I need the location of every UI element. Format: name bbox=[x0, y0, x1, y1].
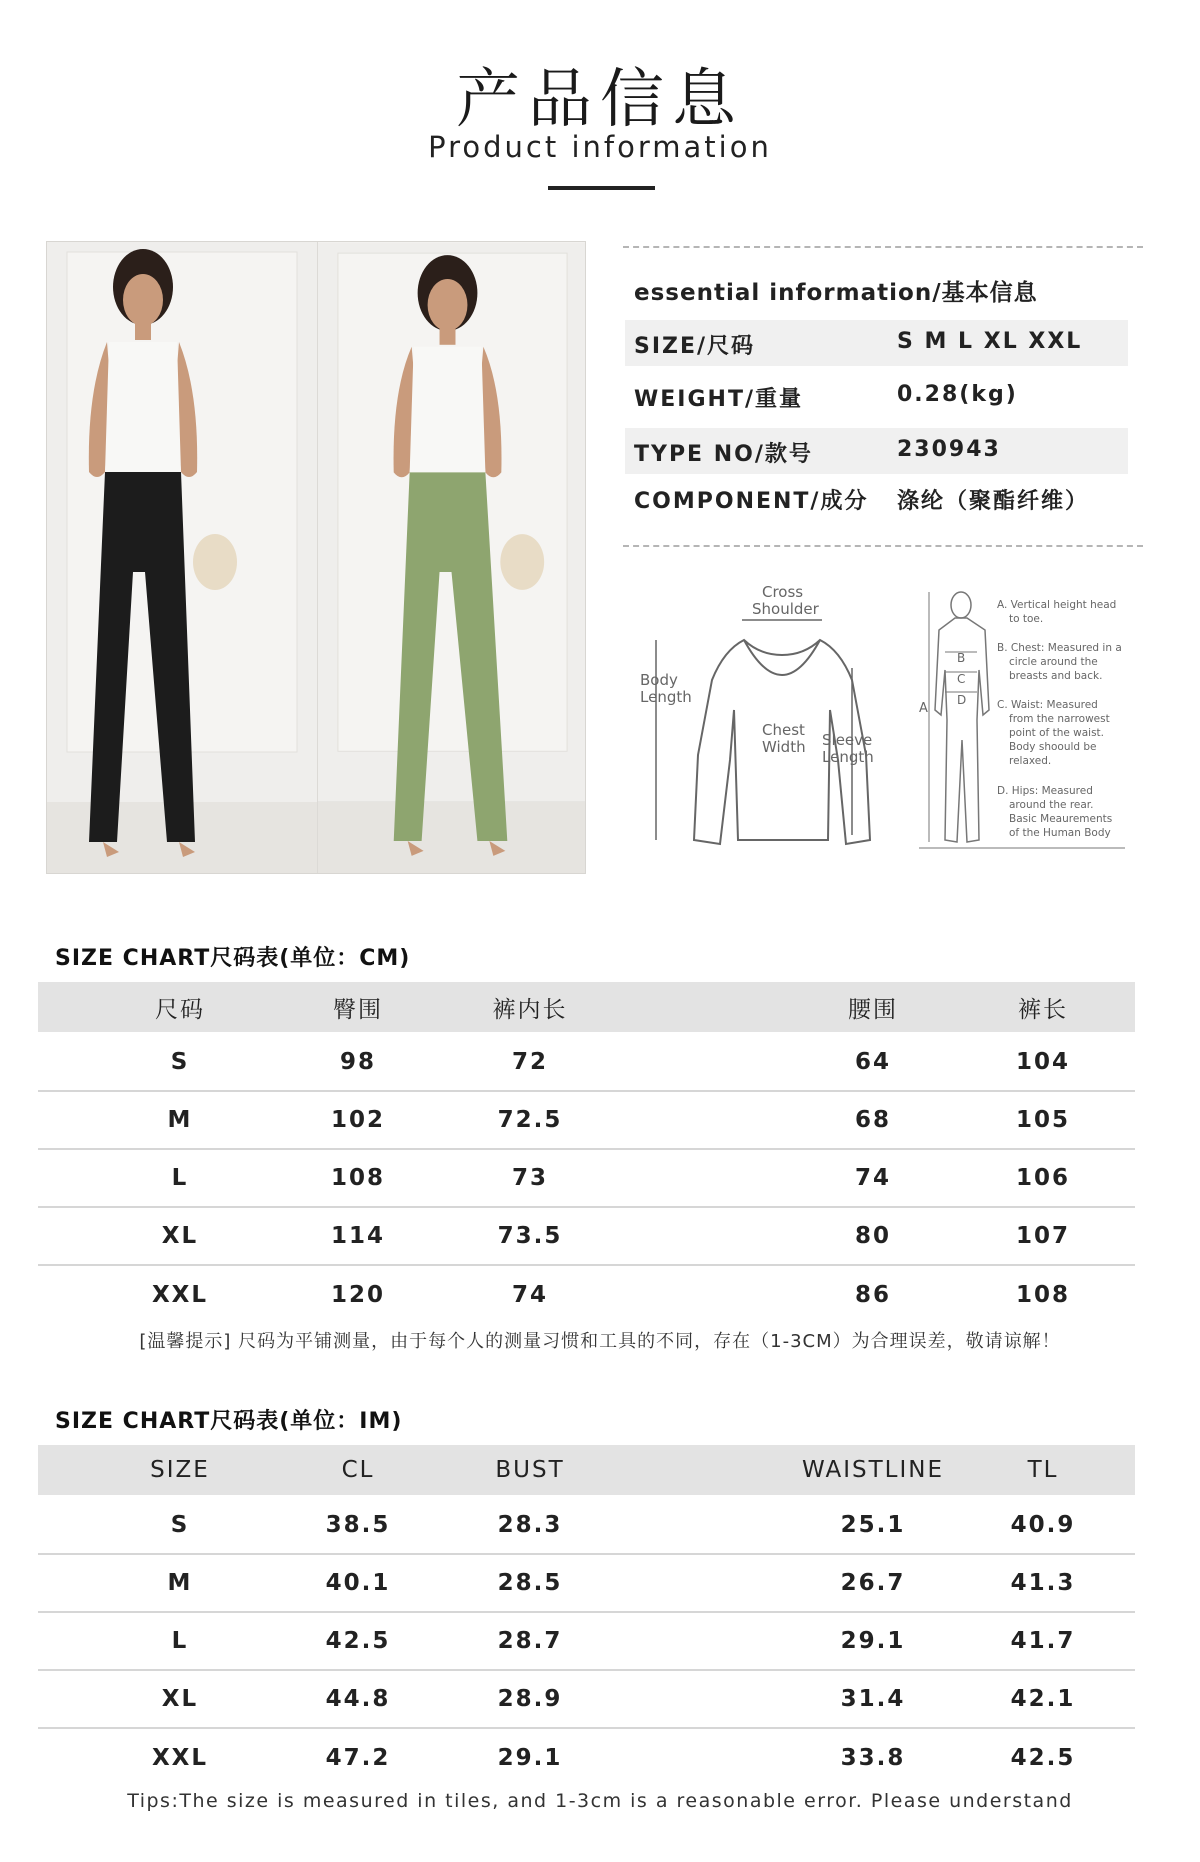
page-title-en: Product information bbox=[428, 130, 772, 164]
table-cell: 104 bbox=[1015, 1049, 1070, 1075]
table-row bbox=[38, 1266, 1135, 1324]
table-cell: 38.5 bbox=[325, 1512, 391, 1538]
body-note: Body shoould be bbox=[1009, 741, 1097, 753]
page-title-cn: 产品信息 bbox=[456, 63, 744, 137]
body-note: of the Human Body bbox=[1009, 827, 1111, 839]
size-chart-im-header bbox=[38, 1445, 1135, 1495]
table-cell: 40.9 bbox=[1010, 1512, 1076, 1538]
body-note: C. Waist: Measured bbox=[997, 699, 1098, 711]
garment-measurement-diagram bbox=[634, 580, 884, 855]
info-label: COMPONENT/成分 bbox=[634, 489, 869, 514]
table-cell: 68 bbox=[854, 1107, 891, 1133]
size-chart-cm-header bbox=[38, 982, 1135, 1032]
size-chart-cm-tip: [温馨提示] 尺码为平铺测量，由于每个人的测量习惯和工具的不同，存在（1-3CM）为合理误差，敬请谅解！ bbox=[139, 1331, 1061, 1352]
table-cell: 72 bbox=[511, 1049, 548, 1075]
table-cell: 28.7 bbox=[497, 1628, 563, 1654]
table-row bbox=[38, 1729, 1135, 1787]
body-measurement-diagram bbox=[905, 580, 1135, 855]
chest-width-label: Chest bbox=[762, 721, 805, 739]
body-note: to toe. bbox=[1009, 613, 1044, 625]
table-cell: 28.3 bbox=[497, 1512, 563, 1538]
table-cell: 41.3 bbox=[1010, 1570, 1076, 1596]
table-cell: XXL bbox=[151, 1745, 209, 1771]
table-row bbox=[38, 1555, 1135, 1613]
table-cell: 120 bbox=[330, 1282, 385, 1308]
table-cell: 98 bbox=[339, 1049, 376, 1075]
table-cell: 31.4 bbox=[840, 1686, 906, 1712]
table-cell: 42.1 bbox=[1010, 1686, 1076, 1712]
table-cell: L bbox=[171, 1628, 189, 1654]
table-cell: 26.7 bbox=[840, 1570, 906, 1596]
chest-width-label: Width bbox=[762, 738, 806, 756]
table-cell: XL bbox=[161, 1686, 199, 1712]
table-cell: 44.8 bbox=[325, 1686, 391, 1712]
table-row bbox=[38, 1613, 1135, 1671]
body-length-label: Body bbox=[640, 671, 678, 689]
info-heading: essential information/基本信息 bbox=[634, 280, 1038, 306]
table-cell: 28.5 bbox=[497, 1570, 563, 1596]
table-cell: XL bbox=[161, 1223, 199, 1249]
table-cell: 40.1 bbox=[325, 1570, 391, 1596]
column-header: 腰围 bbox=[848, 996, 898, 1023]
model-green-pants-photo bbox=[317, 242, 586, 874]
cross-shoulder-label: Shoulder bbox=[752, 600, 819, 618]
marker-label: A bbox=[919, 701, 928, 716]
table-cell: 106 bbox=[1015, 1165, 1070, 1191]
table-row bbox=[38, 1208, 1135, 1266]
table-cell: 33.8 bbox=[840, 1745, 906, 1771]
body-length-label: Length bbox=[640, 688, 692, 706]
model-black-pants-photo bbox=[47, 242, 317, 874]
body-note: relaxed. bbox=[1009, 755, 1052, 767]
title-underline bbox=[548, 186, 655, 190]
table-cell: 73 bbox=[511, 1165, 548, 1191]
table-cell: 25.1 bbox=[840, 1512, 906, 1538]
table-cell: 86 bbox=[854, 1282, 891, 1308]
table-row bbox=[38, 1497, 1135, 1555]
info-row-size bbox=[625, 320, 1128, 366]
info-value: 涤纶（聚酯纤维） bbox=[897, 489, 1090, 514]
info-label: SIZE/尺码 bbox=[634, 334, 756, 359]
table-cell: 108 bbox=[330, 1165, 385, 1191]
info-value: S M L XL XXL bbox=[897, 329, 1083, 354]
column-header: BUST bbox=[495, 1457, 565, 1483]
body-note: B. Chest: Measured in a bbox=[997, 642, 1122, 654]
table-cell: 29.1 bbox=[840, 1628, 906, 1654]
column-header: 尺码 bbox=[155, 996, 205, 1023]
body-note: breasts and back. bbox=[1009, 670, 1103, 682]
size-chart-cm-title: SIZE CHART尺码表(单位：CM) bbox=[55, 946, 411, 971]
table-cell: 64 bbox=[854, 1049, 891, 1075]
table-cell: 107 bbox=[1015, 1223, 1070, 1249]
info-divider-top bbox=[623, 246, 1143, 248]
table-cell: 41.7 bbox=[1010, 1628, 1076, 1654]
marker-label: C bbox=[957, 672, 966, 686]
info-row-component bbox=[625, 475, 1128, 521]
table-cell: 74 bbox=[854, 1165, 891, 1191]
column-header: TL bbox=[1027, 1457, 1059, 1483]
table-cell: 42.5 bbox=[325, 1628, 391, 1654]
column-header: SIZE bbox=[150, 1457, 210, 1483]
table-cell: 105 bbox=[1015, 1107, 1070, 1133]
sleeve-length-label: Length bbox=[822, 748, 874, 766]
table-row bbox=[38, 1150, 1135, 1208]
table-cell: 47.2 bbox=[325, 1745, 391, 1771]
body-note: point of the waist. bbox=[1009, 727, 1105, 739]
cross-shoulder-label: Cross bbox=[762, 583, 804, 601]
table-cell: 74 bbox=[511, 1282, 548, 1308]
size-chart-im-tip: Tips:The size is measured in tiles, and 1-3cm is a reasonable error. Please understand bbox=[127, 1790, 1073, 1812]
table-cell: 29.1 bbox=[497, 1745, 563, 1771]
column-header: CL bbox=[341, 1457, 375, 1483]
info-label: TYPE NO/款号 bbox=[634, 442, 813, 467]
info-row-weight bbox=[625, 373, 1128, 419]
sleeve-length-label: Sleeve bbox=[822, 731, 873, 749]
table-cell: S bbox=[170, 1049, 190, 1075]
table-cell: S bbox=[170, 1512, 190, 1538]
table-cell: 102 bbox=[330, 1107, 385, 1133]
table-row bbox=[38, 1671, 1135, 1729]
size-chart-im-title: SIZE CHART尺码表(单位：IM) bbox=[55, 1409, 403, 1434]
body-note: D. Hips: Measured bbox=[997, 785, 1093, 797]
info-label: WEIGHT/重量 bbox=[634, 387, 803, 412]
body-note: Basic Meaurements bbox=[1009, 813, 1113, 825]
table-cell: 28.9 bbox=[497, 1686, 563, 1712]
table-cell: 42.5 bbox=[1010, 1745, 1076, 1771]
column-header: 裤内长 bbox=[492, 996, 568, 1023]
marker-label: B bbox=[957, 651, 966, 665]
column-header: 臀围 bbox=[333, 996, 383, 1023]
table-row bbox=[38, 1092, 1135, 1150]
table-cell: 73.5 bbox=[497, 1223, 563, 1249]
column-header: 裤长 bbox=[1018, 996, 1068, 1023]
table-cell: XXL bbox=[151, 1282, 209, 1308]
table-cell: 108 bbox=[1015, 1282, 1070, 1308]
table-row bbox=[38, 1034, 1135, 1092]
column-header: WAISTLINE bbox=[802, 1457, 944, 1483]
product-photos bbox=[46, 241, 586, 874]
table-cell: 80 bbox=[854, 1223, 891, 1249]
body-note: circle around the bbox=[1009, 656, 1098, 668]
table-cell: M bbox=[167, 1570, 193, 1596]
body-note: around the rear. bbox=[1009, 799, 1094, 811]
info-row-type-no bbox=[625, 428, 1128, 474]
info-value: 0.28(kg) bbox=[897, 382, 1018, 407]
info-divider-bottom bbox=[623, 545, 1143, 547]
table-cell: 114 bbox=[330, 1223, 385, 1249]
table-cell: 72.5 bbox=[497, 1107, 563, 1133]
table-cell: L bbox=[171, 1165, 189, 1191]
table-cell: M bbox=[167, 1107, 193, 1133]
marker-label: D bbox=[957, 693, 967, 707]
info-value: 230943 bbox=[897, 437, 1001, 462]
body-note: A. Vertical height head bbox=[997, 599, 1117, 611]
body-note: from the narrowest bbox=[1009, 713, 1110, 725]
